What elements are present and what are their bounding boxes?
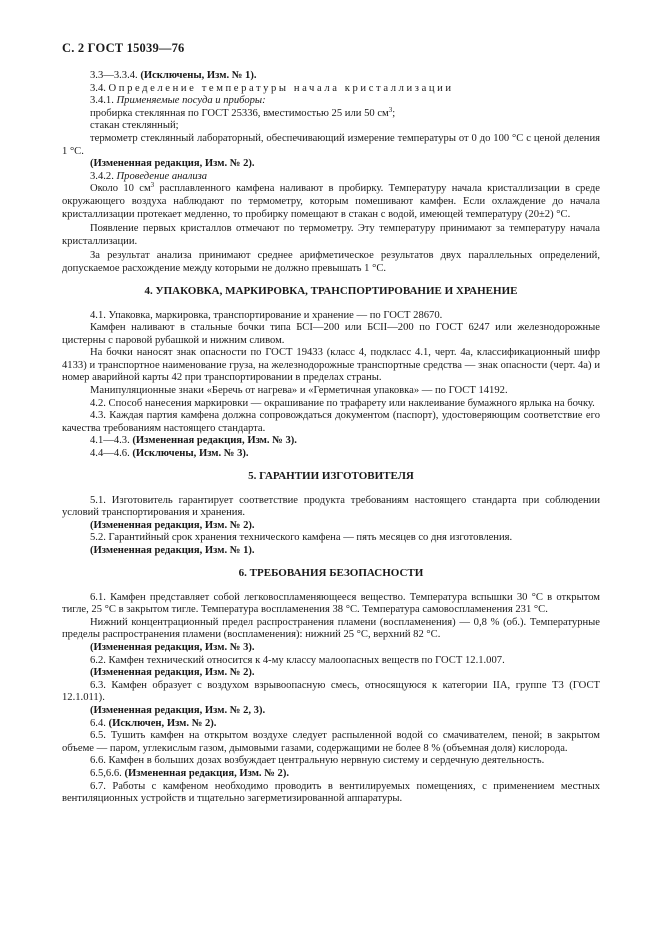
document-body [62,70,600,806]
amendment-note: (Измененная редакция, Изм. № 3). [90,641,255,653]
paragraph: 6.3. Камфен образует с воздухом взрывоопасную смесь, относящуюся к категории IIА, группе Т3 (ГОСТ 12.1.011). [62,679,600,704]
paragraph: 4.2. Способ нанесения маркировки — окрашивание по трафарету или наклеивание бумажного ярлыка на бочку. [90,397,595,409]
amendment-note: 6.5,6.6. (Измененная редакция, Изм. № 2). [90,767,289,779]
amendment-note: (Измененная редакция, Изм. № 2). [90,667,255,679]
paragraph: пробирка стеклянная по ГОСТ 25336, вместимостью 25 или 50 $см^3$; [90,105,396,119]
paragraph: 6.1. Камфен представляет собой легковоспламеняющееся вещество. Температура вспышки 30 °С в открытом тигле, 25 °С в закрытом тигле. Температура воспламенения 38 °С. Температура самовоспламенения 231 °С. [62,591,600,616]
paragraph: 4.1. Упаковка, маркировка, транспортирование и хранение — по ГОСТ 28670. [90,309,443,321]
paragraph: За результат анализа принимают среднее арифметическое результатов двух параллельных определений, допускаемое расхождение между которыми не должно превышать 1 °С. [62,250,600,274]
amendment-note: (Измененная редакция, Изм. № 2, 3). [90,704,266,716]
section-title: 4. УПАКОВКА, МАРКИРОВКА, ТРАНСПОРТИРОВАНИЕ И ХРАНЕНИЕ [144,284,518,297]
amendment-note: 4.1—4.3. (Измененная редакция, Изм. № 3). [90,435,297,447]
paragraph: 4.3. Каждая партия камфена должна сопровождаться документом (паспорт), удостоверяющим соответствие его качества требованиям настоящего стандарта. [62,410,600,434]
section-title: 5. ГАРАНТИИ ИЗГОТОВИТЕЛЯ [248,469,414,482]
amendment-note: (Измененная редакция, Изм. № 2). [90,158,255,170]
amendment-note: (Измененная редакция, Изм. № 2). [90,519,255,531]
paragraph: 3.4.2. Проведение анализа [90,170,208,182]
paragraph: 6.2. Камфен технический относится к 4-му классу малоопасных веществ по ГОСТ 12.1.007. [90,654,505,666]
paragraph: 6.7. Работы с камфеном необходимо проводить в вентилируемых помещениях, с применением местных вентиляционных устройств и тщательно загерметизированной аппаратуры. [62,780,600,805]
paragraph: 5.2. Гарантийный срок хранения технического камфена — пять месяцев со дня изготовления. [90,532,513,544]
paragraph: 3.4. Определение температуры начала кристаллизации [90,82,454,94]
page-header: С. 2 ГОСТ 15039—76 [62,41,185,55]
amendment-note: 6.4. (Исключен, Изм. № 2). [90,717,217,729]
paragraph: 5.1. Изготовитель гарантирует соответствие продукта требованиям настоящего стандарта при соблюдении условий транспортирования и хранения. [62,494,600,519]
paragraph: 6.5. Тушить камфен на открытом воздухе следует распыленной водой со смачивателем, пеной; в закрытом объеме — паром, углекислым газом, дымовыми газами, содержащими не более 8 % (объемная доля) кислорода. [62,730,600,754]
amendment-note: (Измененная редакция, Изм. № 1). [90,545,255,556]
paragraph: термометр стеклянный лабораторный, обеспечивающий измерение температуры от 0 до 100 °С с ценой деления 1 °С. [62,132,600,157]
paragraph: Появление первых кристаллов отмечают по термометру. Эту температуру принимают за температуру начала кристаллизации. [62,223,600,247]
amendment-note: 4.4—4.6. (Исключены, Изм. № 3). [90,448,249,460]
paragraph: На бочки наносят знак опасности по ГОСТ 19433 (класс 4, подкласс 4.1, черт. 4а, классификационный шифр 4133) и транспортное наименование груза, на железнодорожные транспортные средства — знак опасности (черт. 4а) и номер аварийной карты 42 при транспортировании в пределах страны. [62,347,600,384]
section-title: 6. ТРЕБОВАНИЯ БЕЗОПАСНОСТИ [238,566,424,579]
paragraph: 3.3—3.3.4. (Исключены, Изм. № 1). [90,70,257,81]
paragraph: Манипуляционные знаки «Беречь от нагрева» и «Герметичная упаковка» — по ГОСТ 14192. [90,385,508,397]
paragraph: 3.4.1. Применяемые посуда и приборы: [90,95,266,107]
paragraph: 6.6. Камфен в больших дозах возбуждает центральную нервную систему и сердечную деятельность. [90,755,545,767]
paragraph: Нижний концентрационный предел распространения пламени (воспламенения) — 0,8 % (об.). Температурные пределы распространения пламени (воспламенения): нижний 25 °С, верхний 82 °С. [62,616,600,641]
paragraph: Около 10 $см^3$ расплавленного камфена наливают в пробирку. Температуру начала кристаллизации в среде окружающего воздуха наблюдают по термометру, которым помешивают камфен. Если охлаждение до начала кристаллизации протекает медленно, то пробирку помещают в стакан с водой, имеющей температуру (20±2) °С. [62,181,600,220]
paragraph: стакан стеклянный; [90,120,179,132]
paragraph: Камфен наливают в стальные бочки типа БСI—200 или БСII—200 по ГОСТ 6247 или железнодорожные цистерны с паровой рубашкой и нижним сливом. [62,322,600,346]
